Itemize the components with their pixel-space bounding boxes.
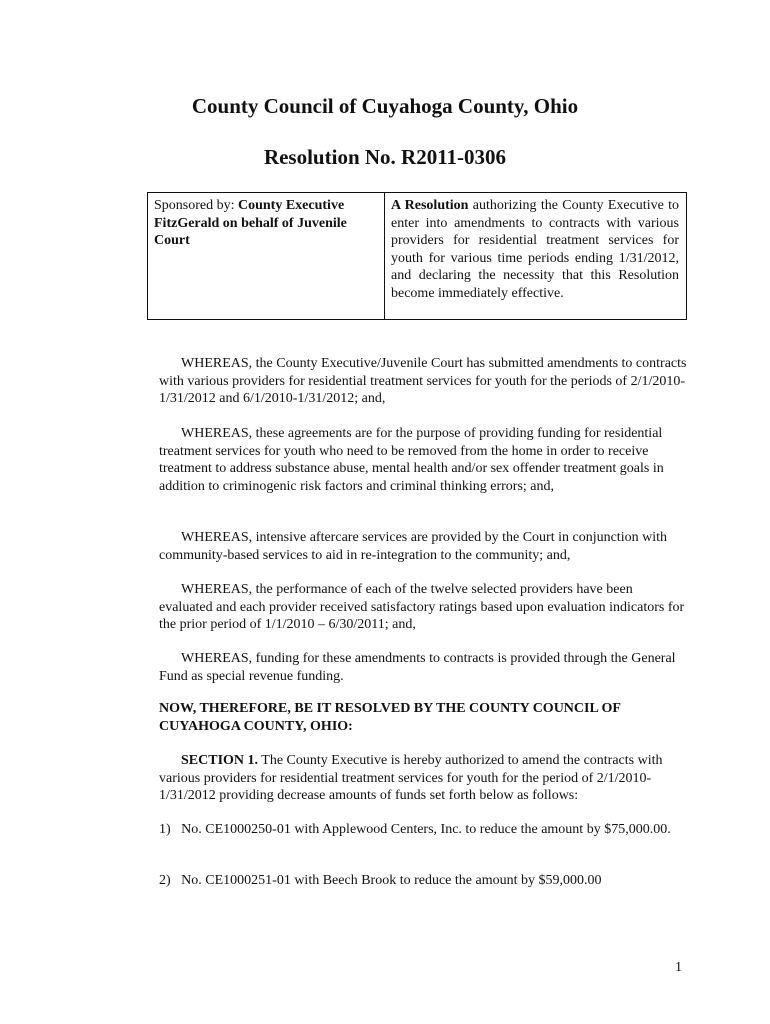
sponsor-cell — [148, 193, 385, 319]
whereas-clause-2: WHEREAS, these agreements are for the purpose of providing funding for residential treatment services for youth who need to be removed from the home in order to receive treatment to address substance abuse, mental health and/or sex offender treatment goals in addition to criminogenic risk factors and criminal thinking errors; and, — [159, 426, 664, 494]
resolution-summary: authorizing the County Executive to enter into amendments to contracts with various providers for residential treatment services for youth for various time periods ending 1/31/2012, and declaring the necessity that this Resolution become immediately effective. — [391, 198, 680, 301]
resolution-summary-cell — [385, 193, 686, 319]
contract-item-2: 2) No. CE1000251-01 with Beech Brook to reduce the amount by $59,000.00 — [159, 873, 602, 888]
section-1-text: The County Executive is hereby authorized to amend the contracts with various providers for residential treatment services for youth for the period of 2/1/2010-1/31/2012 providing decrease amounts of funds set forth below as follows: — [159, 753, 663, 803]
section-1 — [159, 752, 687, 805]
page-number: 1 — [675, 960, 682, 975]
whereas-clause-3: WHEREAS, intensive aftercare services are provided by the Court in conjunction with community-based services to aid in re-integration to the community; and, — [159, 530, 667, 563]
resolution-number: Resolution No. R2011-0306 — [263, 145, 507, 169]
resolved-clause: NOW, THEREFORE, BE IT RESOLVED BY THE COUNTY COUNCIL OF CUYAHOGA COUNTY, OHIO: — [159, 701, 621, 734]
contract-item-1: 1) No. CE1000250-01 with Applewood Centers, Inc. to reduce the amount by $75,000.00. — [159, 822, 671, 837]
whereas-clause-1: WHEREAS, the County Executive/Juvenile Court has submitted amendments to contracts with various providers for residential treatment services for youth for the periods of 2/1/2010-1/31/2012 and 6/1/2010-1/31/2012; and, — [159, 356, 687, 406]
sponsor-name: County Executive FitzGerald on behalf of Juvenile Court — [154, 198, 347, 249]
sponsor-table — [147, 192, 687, 320]
council-title: County Council of Cuyahoga County, Ohio — [191, 94, 579, 118]
section-1-label: SECTION 1. — [181, 753, 259, 768]
whereas-clause-4: WHEREAS, the performance of each of the twelve selected providers have been evaluated and each provider received satisfactory ratings based upon evaluation indicators for the prior period of 1/1/2010 – 6/30/2011; and, — [159, 582, 685, 632]
resolution-lead: A Resolution — [391, 198, 469, 213]
whereas-clause-5: WHEREAS, funding for these amendments to contracts is provided through the General Fund as special revenue funding. — [159, 651, 676, 684]
sponsored-by-label: Sponsored by: — [154, 198, 238, 213]
